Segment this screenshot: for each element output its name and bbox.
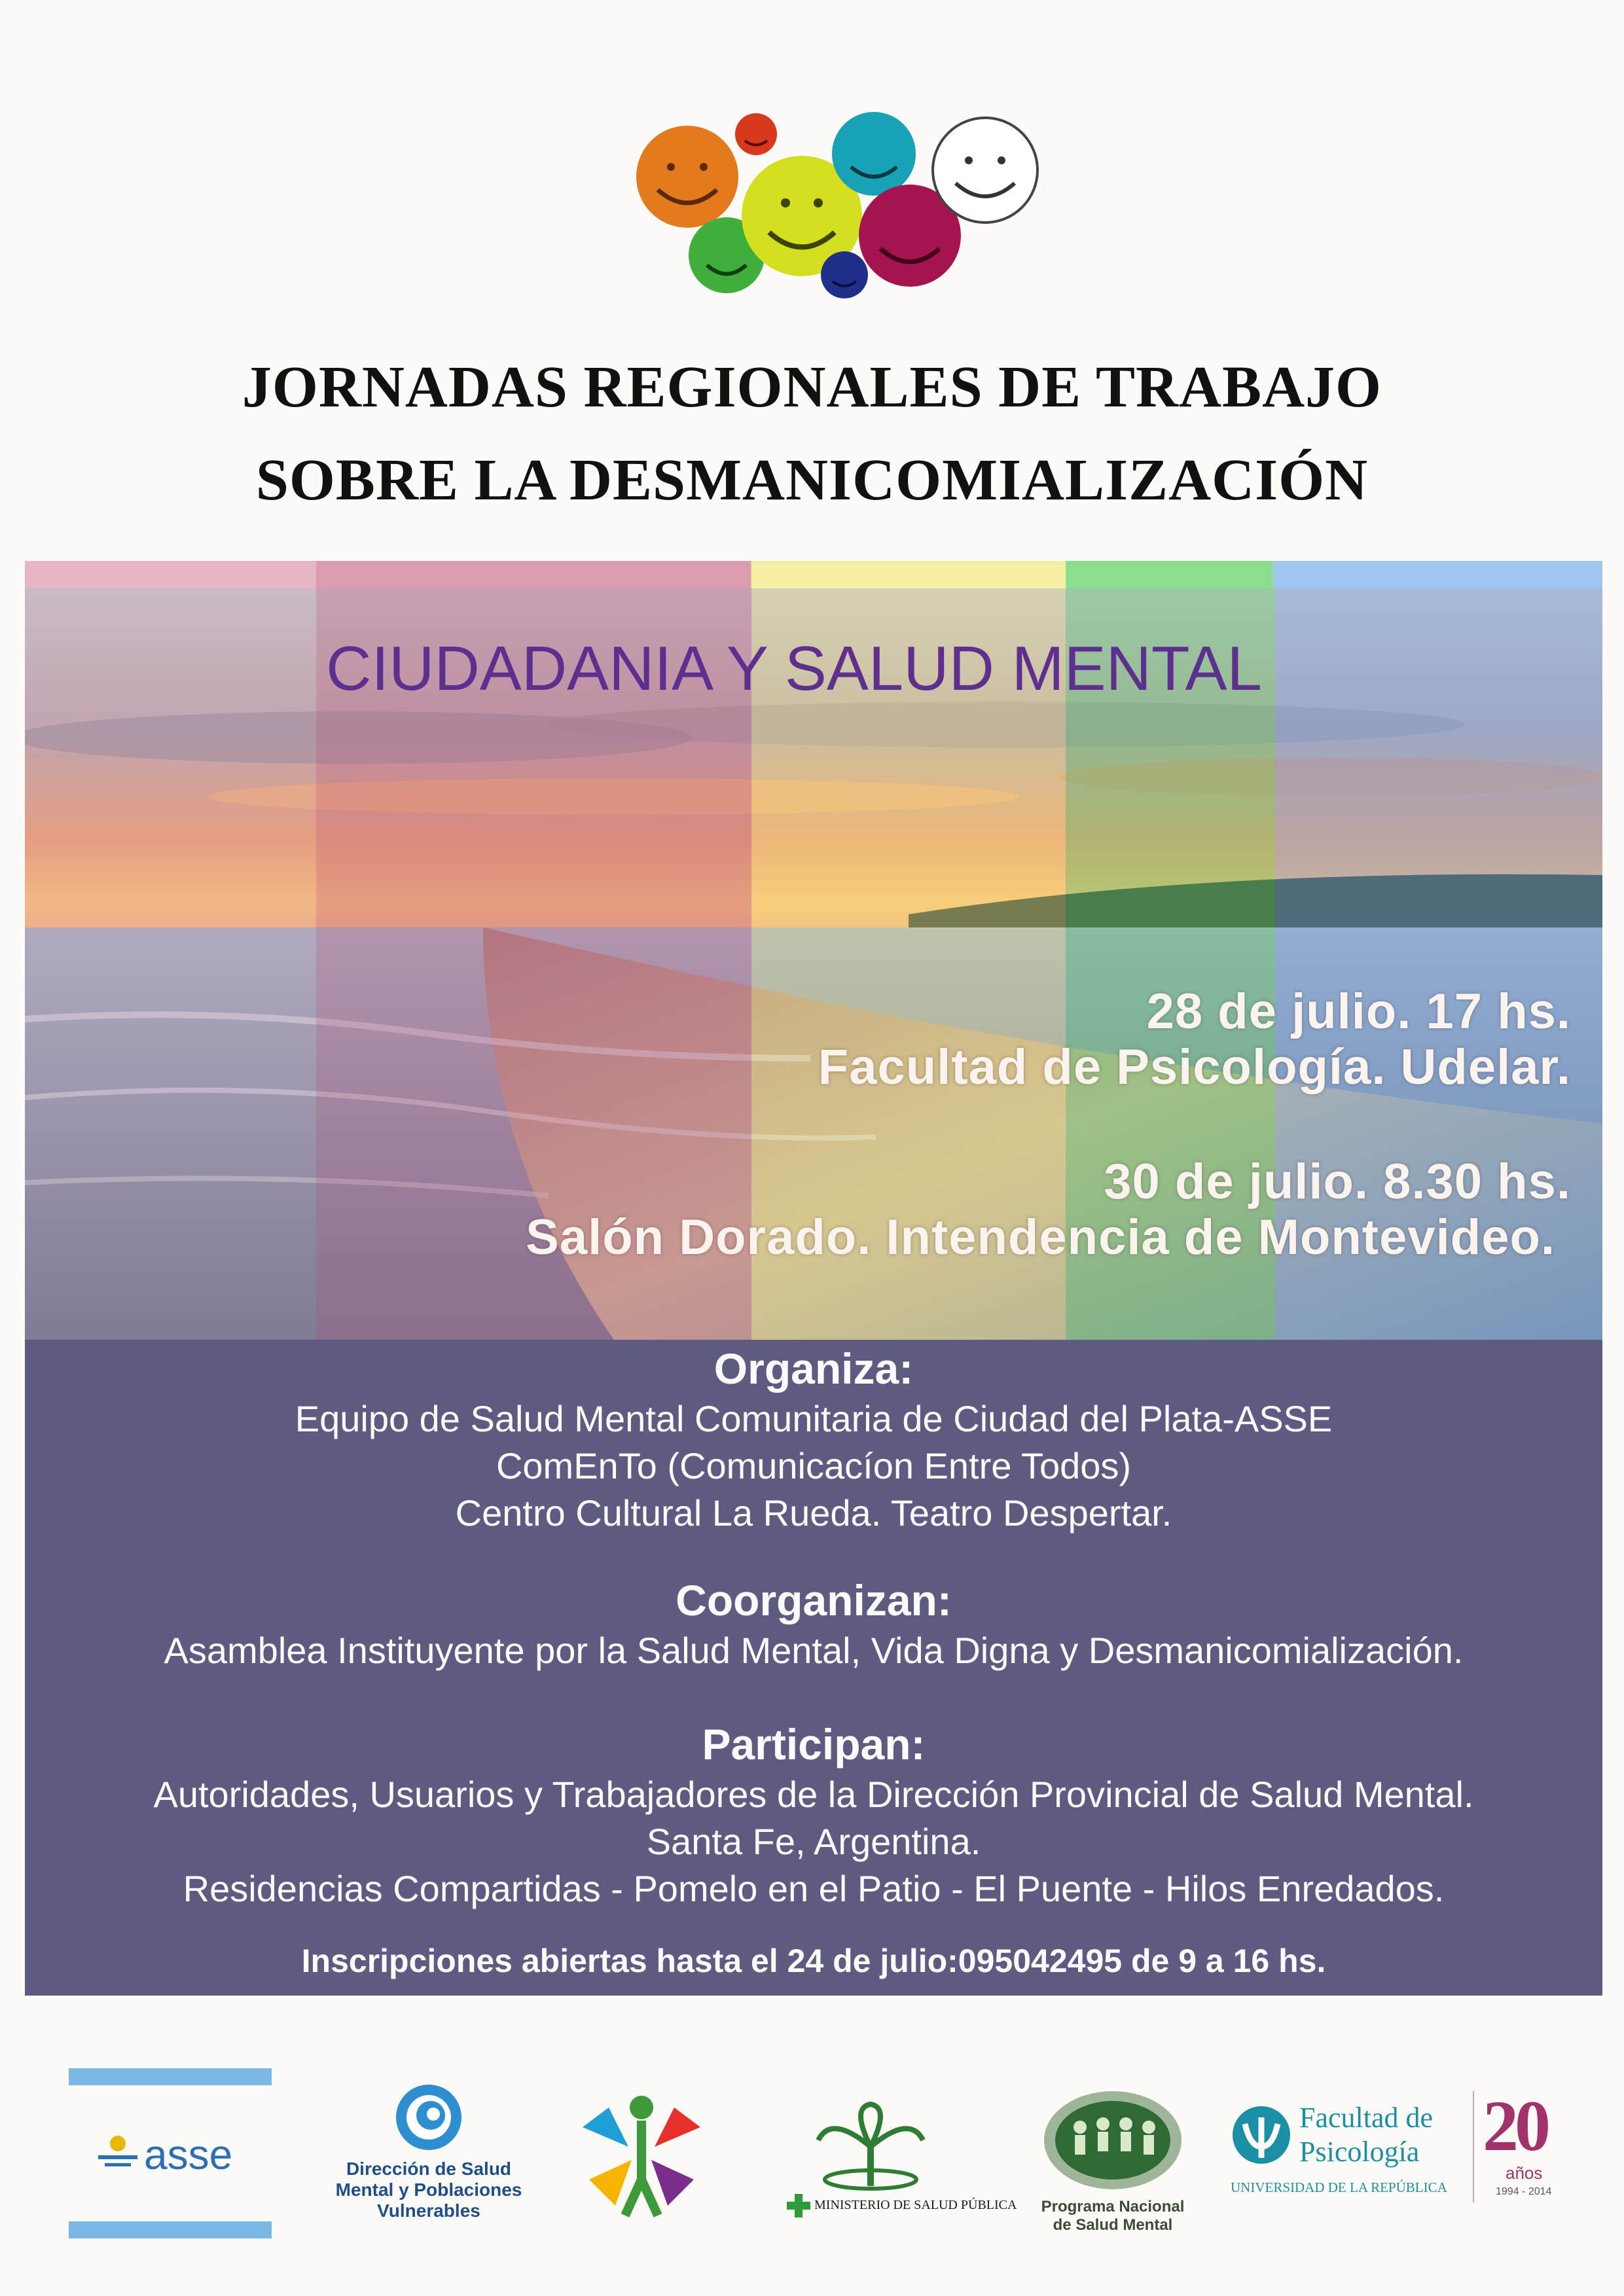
anniversary-number: 20	[1483, 2086, 1547, 2166]
subtitle: CIUDADANIA Y SALUD MENTAL	[326, 634, 1262, 704]
anniversary-years: 1994 - 2014	[1496, 2186, 1552, 2197]
green-cross-icon	[785, 2193, 812, 2219]
event1-date: 28 de julio. 17 hs.	[1146, 984, 1571, 1039]
smiling-faces-logo	[628, 105, 1047, 301]
pnsm-line-2: de Salud Mental	[1053, 2216, 1173, 2234]
spiral-emblem-icon	[393, 2081, 465, 2153]
fp-line-1: Facultad de	[1299, 2102, 1434, 2134]
flag-band-top	[69, 2068, 272, 2085]
psi-emblem-icon	[1231, 2104, 1293, 2166]
divider	[1473, 2091, 1474, 2202]
direccion-salud-mental-logo	[321, 2081, 537, 2232]
centro-cultural-logo	[569, 2081, 713, 2225]
title-line-1: JORNADAS REGIONALES DE TRABAJO	[242, 355, 1382, 420]
dsm-line-3: Vulnerables	[377, 2200, 480, 2221]
face-navy-small-icon	[821, 251, 868, 298]
coorganizan-line: Asamblea Instituyente por la Salud Mental, Vida Digna y Desmanicomialización.	[164, 1630, 1464, 1671]
participan-line: Autoridades, Usuarios y Trabajadores de la Dirección Provincial de Salud Mental.	[153, 1774, 1474, 1815]
organiza-heading: Organiza:	[713, 1344, 914, 1393]
event2-date: 30 de julio. 8.30 hs.	[1104, 1154, 1571, 1210]
face-white-icon	[933, 118, 1038, 223]
pnsm-line-1: Programa Nacional	[1041, 2198, 1185, 2215]
dsm-line-2: Mental y Poblaciones	[335, 2179, 522, 2200]
title-line-2: SOBRE LA DESMANICOMIALIZACIÓN	[255, 448, 1369, 512]
face-orange-icon	[636, 126, 738, 228]
organiza-line: Equipo de Salud Mental Comunitaria de Ciudad del Plata-ASSE	[295, 1398, 1333, 1439]
facultad-psicologia-logo	[1231, 2085, 1571, 2235]
dsm-line-1: Dirección de Salud	[346, 2159, 512, 2179]
flag-band-bottom	[69, 2221, 272, 2238]
ministerio-salud-publica-logo	[785, 2101, 1017, 2232]
asse-logo	[69, 2068, 272, 2238]
participan-line: Santa Fe, Argentina.	[646, 1821, 981, 1862]
face-red-small-icon	[735, 113, 777, 155]
tree-emblem-icon	[805, 2101, 936, 2193]
event2-place: Salón Dorado. Intendencia de Montevideo.	[526, 1210, 1555, 1265]
coorganizan-heading: Coorganizan:	[676, 1576, 952, 1624]
participan-line: Residencias Compartidas - Pomelo en el Patio - El Puente - Hilos Enredados.	[183, 1868, 1445, 1909]
asse-name: asse	[144, 2131, 233, 2178]
participan-heading: Participan:	[702, 1720, 926, 1768]
programa-nacional-salud-mental-logo	[1028, 2088, 1198, 2238]
face-teal-icon	[832, 112, 916, 196]
msp-name: MINISTERIO DE SALUD PÚBLICA	[814, 2198, 1017, 2212]
people-circle-icon	[1041, 2088, 1185, 2193]
organiza-line: ComEnTo (Comunicacíon Entre Todos)	[496, 1445, 1132, 1486]
registration-info: Inscripciones abiertas hasta el 24 de julio:095042495 de 9 a 16 hs.	[301, 1943, 1326, 1979]
anniversary-label: años	[1506, 2163, 1543, 2183]
sunset-beach-banner	[25, 561, 1602, 1340]
info-panel	[25, 1340, 1602, 1996]
asse-emblem-icon	[95, 2130, 141, 2176]
fp-line-3: UNIVERSIDAD DE LA REPÚBLICA	[1231, 2179, 1447, 2195]
event1-place: Facultad de Psicología. Udelar.	[818, 1039, 1571, 1095]
fp-line-2: Psicología	[1299, 2136, 1420, 2168]
organiza-line: Centro Cultural La Rueda. Teatro Despertar.	[455, 1492, 1172, 1534]
